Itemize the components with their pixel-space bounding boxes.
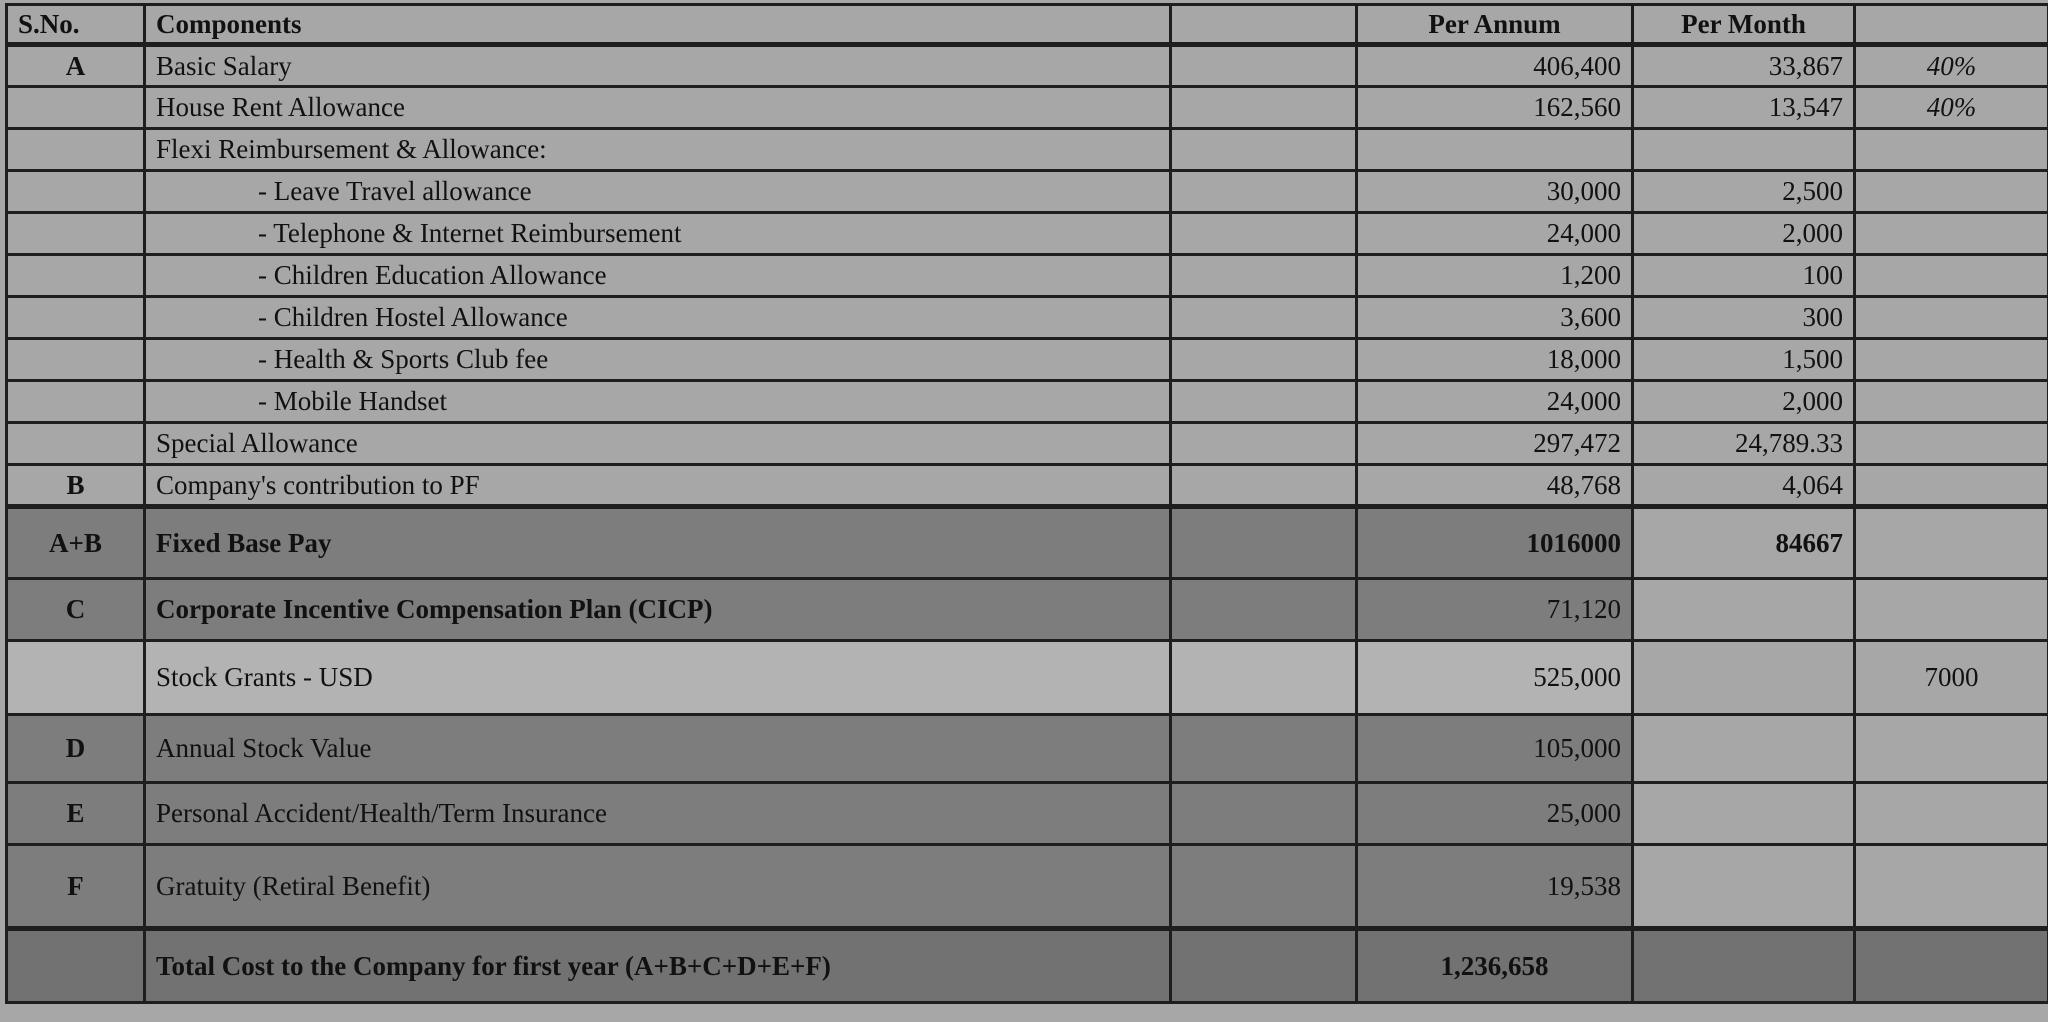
sno-cell: A bbox=[7, 45, 145, 87]
per-annum-cell: 406,400 bbox=[1357, 45, 1633, 87]
sno-cell bbox=[7, 171, 145, 213]
blank-cell bbox=[1171, 423, 1357, 465]
table-row bbox=[7, 641, 2048, 715]
salary-breakup-table bbox=[5, 3, 2048, 1004]
per-month-cell: 2,000 bbox=[1633, 381, 1855, 423]
component-cell: House Rent Allowance bbox=[145, 87, 1171, 129]
per-month-cell: 2,500 bbox=[1633, 171, 1855, 213]
total-per-annum-cell: 1,236,658 bbox=[1357, 929, 1633, 1003]
table-row bbox=[7, 715, 2048, 783]
per-month-cell bbox=[1633, 129, 1855, 171]
per-month-cell: 300 bbox=[1633, 297, 1855, 339]
sno-cell bbox=[7, 297, 145, 339]
per-month-cell: 100 bbox=[1633, 255, 1855, 297]
extra-cell bbox=[1855, 213, 2048, 255]
per-month-cell: 4,064 bbox=[1633, 465, 1855, 507]
per-annum-cell: 24,000 bbox=[1357, 381, 1633, 423]
per-annum-cell: 162,560 bbox=[1357, 87, 1633, 129]
per-annum-cell: 297,472 bbox=[1357, 423, 1633, 465]
table-row bbox=[7, 129, 2048, 171]
extra-cell bbox=[1855, 579, 2048, 641]
per-month-cell bbox=[1633, 641, 1855, 715]
component-cell: Gratuity (Retiral Benefit) bbox=[145, 845, 1171, 929]
sno-cell bbox=[7, 381, 145, 423]
table-row bbox=[7, 465, 2048, 507]
blank-cell bbox=[1171, 45, 1357, 87]
extra-cell bbox=[1855, 507, 2048, 579]
blank-cell bbox=[1171, 213, 1357, 255]
sno-cell: D bbox=[7, 715, 145, 783]
component-cell: Annual Stock Value bbox=[145, 715, 1171, 783]
sno-cell: E bbox=[7, 783, 145, 845]
extra-cell bbox=[1855, 171, 2048, 213]
blank-cell bbox=[1171, 579, 1357, 641]
component-cell: - Leave Travel allowance bbox=[145, 171, 1171, 213]
component-cell: - Children Hostel Allowance bbox=[145, 297, 1171, 339]
component-cell: Corporate Incentive Compensation Plan (CICP) bbox=[145, 579, 1171, 641]
per-month-cell bbox=[1633, 783, 1855, 845]
per-month-cell: 84667 bbox=[1633, 507, 1855, 579]
per-month-cell bbox=[1633, 929, 1855, 1003]
header-per-month: Per Month bbox=[1633, 5, 1855, 45]
percent-cell: 40% bbox=[1855, 87, 2048, 129]
extra-cell bbox=[1855, 255, 2048, 297]
extra-cell bbox=[1855, 381, 2048, 423]
percent-cell: 40% bbox=[1855, 45, 2048, 87]
extra-cell bbox=[1855, 929, 2048, 1003]
sno-cell bbox=[7, 255, 145, 297]
per-annum-cell: 19,538 bbox=[1357, 845, 1633, 929]
sno-cell: F bbox=[7, 845, 145, 929]
per-annum-cell: 25,000 bbox=[1357, 783, 1633, 845]
component-cell: Flexi Reimbursement & Allowance: bbox=[145, 129, 1171, 171]
table-row bbox=[7, 579, 2048, 641]
per-annum-cell: 71,120 bbox=[1357, 579, 1633, 641]
component-cell: Company's contribution to PF bbox=[145, 465, 1171, 507]
table-row bbox=[7, 213, 2048, 255]
blank-cell bbox=[1171, 845, 1357, 929]
table-row bbox=[7, 423, 2048, 465]
extra-cell bbox=[1855, 715, 2048, 783]
per-annum-cell: 1016000 bbox=[1357, 507, 1633, 579]
header-components: Components bbox=[145, 5, 1171, 45]
sno-cell bbox=[7, 87, 145, 129]
per-month-cell: 13,547 bbox=[1633, 87, 1855, 129]
per-month-cell bbox=[1633, 715, 1855, 783]
sno-cell: A+B bbox=[7, 507, 145, 579]
per-annum-cell: 30,000 bbox=[1357, 171, 1633, 213]
per-annum-cell: 18,000 bbox=[1357, 339, 1633, 381]
component-cell: Personal Accident/Health/Term Insurance bbox=[145, 783, 1171, 845]
blank-cell bbox=[1171, 87, 1357, 129]
per-annum-cell: 24,000 bbox=[1357, 213, 1633, 255]
sno-cell: C bbox=[7, 579, 145, 641]
per-annum-cell: 3,600 bbox=[1357, 297, 1633, 339]
per-month-cell: 24,789.33 bbox=[1633, 423, 1855, 465]
extra-cell bbox=[1855, 129, 2048, 171]
component-cell: - Telephone & Internet Reimbursement bbox=[145, 213, 1171, 255]
table-row bbox=[7, 297, 2048, 339]
component-cell: Basic Salary bbox=[145, 45, 1171, 87]
sno-cell: B bbox=[7, 465, 145, 507]
extra-cell bbox=[1855, 423, 2048, 465]
blank-cell bbox=[1171, 171, 1357, 213]
sno-cell bbox=[7, 929, 145, 1003]
extra-cell bbox=[1855, 297, 2048, 339]
header-blank bbox=[1171, 5, 1357, 45]
per-annum-cell: 525,000 bbox=[1357, 641, 1633, 715]
blank-cell bbox=[1171, 465, 1357, 507]
component-cell: - Health & Sports Club fee bbox=[145, 339, 1171, 381]
table-row bbox=[7, 845, 2048, 929]
component-cell: Special Allowance bbox=[145, 423, 1171, 465]
sno-cell bbox=[7, 423, 145, 465]
header-extra bbox=[1855, 5, 2048, 45]
blank-cell bbox=[1171, 129, 1357, 171]
header-sno: S.No. bbox=[7, 5, 145, 45]
usd-value-cell: 7000 bbox=[1855, 641, 2048, 715]
extra-cell bbox=[1855, 465, 2048, 507]
blank-cell bbox=[1171, 255, 1357, 297]
component-cell: - Children Education Allowance bbox=[145, 255, 1171, 297]
extra-cell bbox=[1855, 783, 2048, 845]
sno-cell bbox=[7, 641, 145, 715]
header-row bbox=[7, 5, 2048, 45]
blank-cell bbox=[1171, 381, 1357, 423]
table-row bbox=[7, 45, 2048, 87]
per-annum-cell: 48,768 bbox=[1357, 465, 1633, 507]
table-row bbox=[7, 171, 2048, 213]
per-month-cell: 1,500 bbox=[1633, 339, 1855, 381]
table-row bbox=[7, 255, 2048, 297]
per-month-cell bbox=[1633, 579, 1855, 641]
per-month-cell: 2,000 bbox=[1633, 213, 1855, 255]
sno-cell bbox=[7, 129, 145, 171]
component-cell: Stock Grants - USD bbox=[145, 641, 1171, 715]
table-row bbox=[7, 87, 2048, 129]
per-annum-cell: 105,000 bbox=[1357, 715, 1633, 783]
table-row bbox=[7, 381, 2048, 423]
component-cell: - Mobile Handset bbox=[145, 381, 1171, 423]
component-cell: Total Cost to the Company for first year (A+B+C+D+E+F) bbox=[145, 929, 1171, 1003]
table-row-subtotal bbox=[7, 507, 2048, 579]
blank-cell bbox=[1171, 783, 1357, 845]
blank-cell bbox=[1171, 641, 1357, 715]
sno-cell bbox=[7, 213, 145, 255]
blank-cell bbox=[1171, 507, 1357, 579]
blank-cell bbox=[1171, 715, 1357, 783]
per-month-cell bbox=[1633, 845, 1855, 929]
extra-cell bbox=[1855, 339, 2048, 381]
per-month-cell: 33,867 bbox=[1633, 45, 1855, 87]
per-annum-cell bbox=[1357, 129, 1633, 171]
table-row bbox=[7, 783, 2048, 845]
blank-cell bbox=[1171, 929, 1357, 1003]
blank-cell bbox=[1171, 297, 1357, 339]
component-cell: Fixed Base Pay bbox=[145, 507, 1171, 579]
header-per-annum: Per Annum bbox=[1357, 5, 1633, 45]
table-row-total bbox=[7, 929, 2048, 1003]
extra-cell bbox=[1855, 845, 2048, 929]
sno-cell bbox=[7, 339, 145, 381]
blank-cell bbox=[1171, 339, 1357, 381]
table-row bbox=[7, 339, 2048, 381]
per-annum-cell: 1,200 bbox=[1357, 255, 1633, 297]
